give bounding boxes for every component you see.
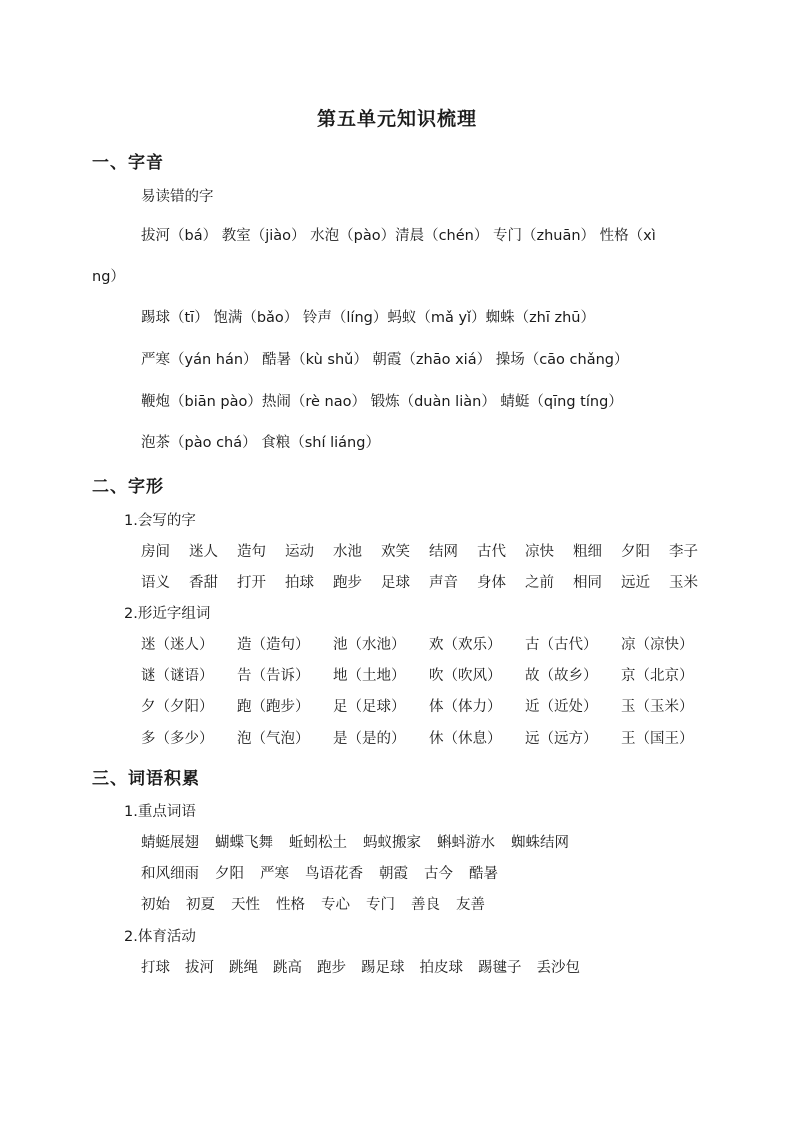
- similar-char-pair: 造（造句）: [237, 637, 310, 653]
- similar-char-pair-row: [141, 727, 717, 748]
- write-char-word: 粗细: [573, 544, 602, 560]
- page-title: 第五单元知识梳理: [316, 108, 477, 130]
- key-word: 朝霞: [379, 866, 408, 882]
- key-word: 严寒: [260, 866, 289, 882]
- sports-row: [141, 956, 595, 977]
- key-word: 初始: [141, 897, 170, 913]
- write-char-word: 声音: [429, 575, 458, 591]
- pinyin-line: ng）: [92, 269, 125, 285]
- sport-item: 跳绳: [229, 960, 258, 976]
- subheading-write-chars: 1.会写的字: [124, 513, 196, 529]
- write-char-word: 身体: [477, 575, 506, 591]
- key-word: 善良: [411, 897, 440, 913]
- key-word: 酷暑: [469, 866, 498, 882]
- write-char-word: 欢笑: [381, 544, 410, 560]
- pinyin-line: 鞭炮（biān pào）热闹（rè nao） 锻炼（duàn liàn） 蜻蜓（qīng tíng）: [141, 394, 623, 410]
- write-char-word: 夕阳: [621, 544, 650, 560]
- sport-item: 拔河: [185, 960, 214, 976]
- write-char-word: 造句: [237, 544, 266, 560]
- pinyin-line: 拔河（bá） 教室（jiào） 水泡（pào）清晨（chén） 专门（zhuān） 性格（xì: [141, 228, 656, 244]
- write-char-word: 结网: [429, 544, 458, 560]
- key-word: 古今: [424, 866, 453, 882]
- section-heading-pronunciation: 一、字音: [92, 153, 164, 173]
- write-char-word-row: [141, 540, 717, 561]
- pinyin-line: 严寒（yán hán） 酷暑（kù shǔ） 朝霞（zhāo xiá） 操场（cāo chǎng）: [141, 352, 629, 368]
- similar-char-pair: 多（多少）: [141, 731, 214, 747]
- similar-char-pair: 告（告诉）: [237, 668, 310, 684]
- subheading-sports: 2.体育活动: [124, 929, 196, 945]
- similar-char-pair-row: [141, 664, 717, 685]
- key-word: 性格: [276, 897, 305, 913]
- key-word: 蚯蚓松土: [289, 835, 347, 851]
- write-char-word: 拍球: [285, 575, 314, 591]
- section-heading-vocabulary: 三、词语积累: [92, 769, 200, 789]
- key-word: 蚂蚁搬家: [363, 835, 421, 851]
- similar-char-pair: 夕（夕阳）: [141, 699, 214, 715]
- write-char-word: 远近: [621, 575, 650, 591]
- write-char-word: 迷人: [189, 544, 218, 560]
- key-word: 蜘蛛结网: [511, 835, 569, 851]
- similar-char-pair: 是（是的）: [333, 731, 406, 747]
- similar-char-pair: 故（故乡）: [525, 668, 598, 684]
- write-char-word: 水池: [333, 544, 362, 560]
- subheading-similar-chars: 2.形近字组词: [124, 606, 211, 622]
- key-word: 和风细雨: [141, 866, 199, 882]
- key-word: 天性: [231, 897, 260, 913]
- key-word: 专心: [321, 897, 350, 913]
- sport-item: 跑步: [317, 960, 346, 976]
- write-char-word: 跑步: [333, 575, 362, 591]
- subheading-misread-chars: 易读错的字: [141, 189, 214, 205]
- sport-item: 丢沙包: [536, 960, 580, 976]
- similar-char-pair: 吹（吹风）: [429, 668, 502, 684]
- write-char-word: 古代: [477, 544, 506, 560]
- key-words-row: [141, 893, 501, 914]
- pinyin-line: 踢球（tī） 饱满（bǎo） 铃声（líng）蚂蚁（mǎ yǐ）蜘蛛（zhī zhū）: [141, 310, 596, 326]
- similar-char-pair: 泡（气泡）: [237, 731, 310, 747]
- write-char-word: 语义: [141, 575, 170, 591]
- sport-item: 跳高: [273, 960, 302, 976]
- write-char-word: 之前: [525, 575, 554, 591]
- key-word: 蝌蚪游水: [437, 835, 495, 851]
- similar-char-pair: 谜（谜语）: [141, 668, 214, 684]
- similar-char-pair: 王（国王）: [621, 731, 694, 747]
- similar-char-pair: 凉（凉快）: [621, 637, 694, 653]
- similar-char-pair: 迷（迷人）: [141, 637, 214, 653]
- similar-char-pair: 池（水池）: [333, 637, 406, 653]
- similar-char-pair-row: [141, 633, 717, 654]
- key-word: 蜻蜓展翅: [141, 835, 199, 851]
- sport-item: 踢毽子: [478, 960, 522, 976]
- key-word: 专门: [366, 897, 395, 913]
- similar-char-pair: 古（古代）: [525, 637, 598, 653]
- write-char-word: 打开: [237, 575, 266, 591]
- key-word: 夕阳: [215, 866, 244, 882]
- similar-char-pair: 京（北京）: [621, 668, 694, 684]
- sport-item: 打球: [141, 960, 170, 976]
- write-char-word: 香甜: [189, 575, 218, 591]
- write-char-word: 李子: [669, 544, 698, 560]
- subheading-key-words: 1.重点词语: [124, 804, 196, 820]
- similar-char-pair: 体（体力）: [429, 699, 502, 715]
- key-words-row: [141, 862, 514, 883]
- write-char-word: 玉米: [669, 575, 698, 591]
- similar-char-pair: 远（远方）: [525, 731, 598, 747]
- pinyin-line: 泡茶（pào chá） 食粮（shí liáng）: [141, 435, 380, 451]
- key-word: 初夏: [186, 897, 215, 913]
- write-char-word: 房间: [141, 544, 170, 560]
- key-words-row: [141, 831, 585, 852]
- write-char-word: 相同: [573, 575, 602, 591]
- similar-char-pair: 玉（玉米）: [621, 699, 694, 715]
- similar-char-pair: 近（近处）: [525, 699, 598, 715]
- similar-char-pair: 休（休息）: [429, 731, 502, 747]
- key-word: 友善: [456, 897, 485, 913]
- write-char-word-row: [141, 571, 717, 592]
- write-char-word: 运动: [285, 544, 314, 560]
- key-word: 鸟语花香: [305, 866, 363, 882]
- write-char-word: 凉快: [525, 544, 554, 560]
- similar-char-pair: 跑（跑步）: [237, 699, 310, 715]
- section-heading-characters: 二、字形: [92, 477, 164, 497]
- similar-char-pair: 足（足球）: [333, 699, 406, 715]
- similar-char-pair: 欢（欢乐）: [429, 637, 502, 653]
- sport-item: 踢足球: [361, 960, 405, 976]
- sport-item: 拍皮球: [419, 960, 463, 976]
- write-char-word: 足球: [381, 575, 410, 591]
- key-word: 蝴蝶飞舞: [215, 835, 273, 851]
- similar-char-pair-row: [141, 695, 717, 716]
- similar-char-pair: 地（土地）: [333, 668, 406, 684]
